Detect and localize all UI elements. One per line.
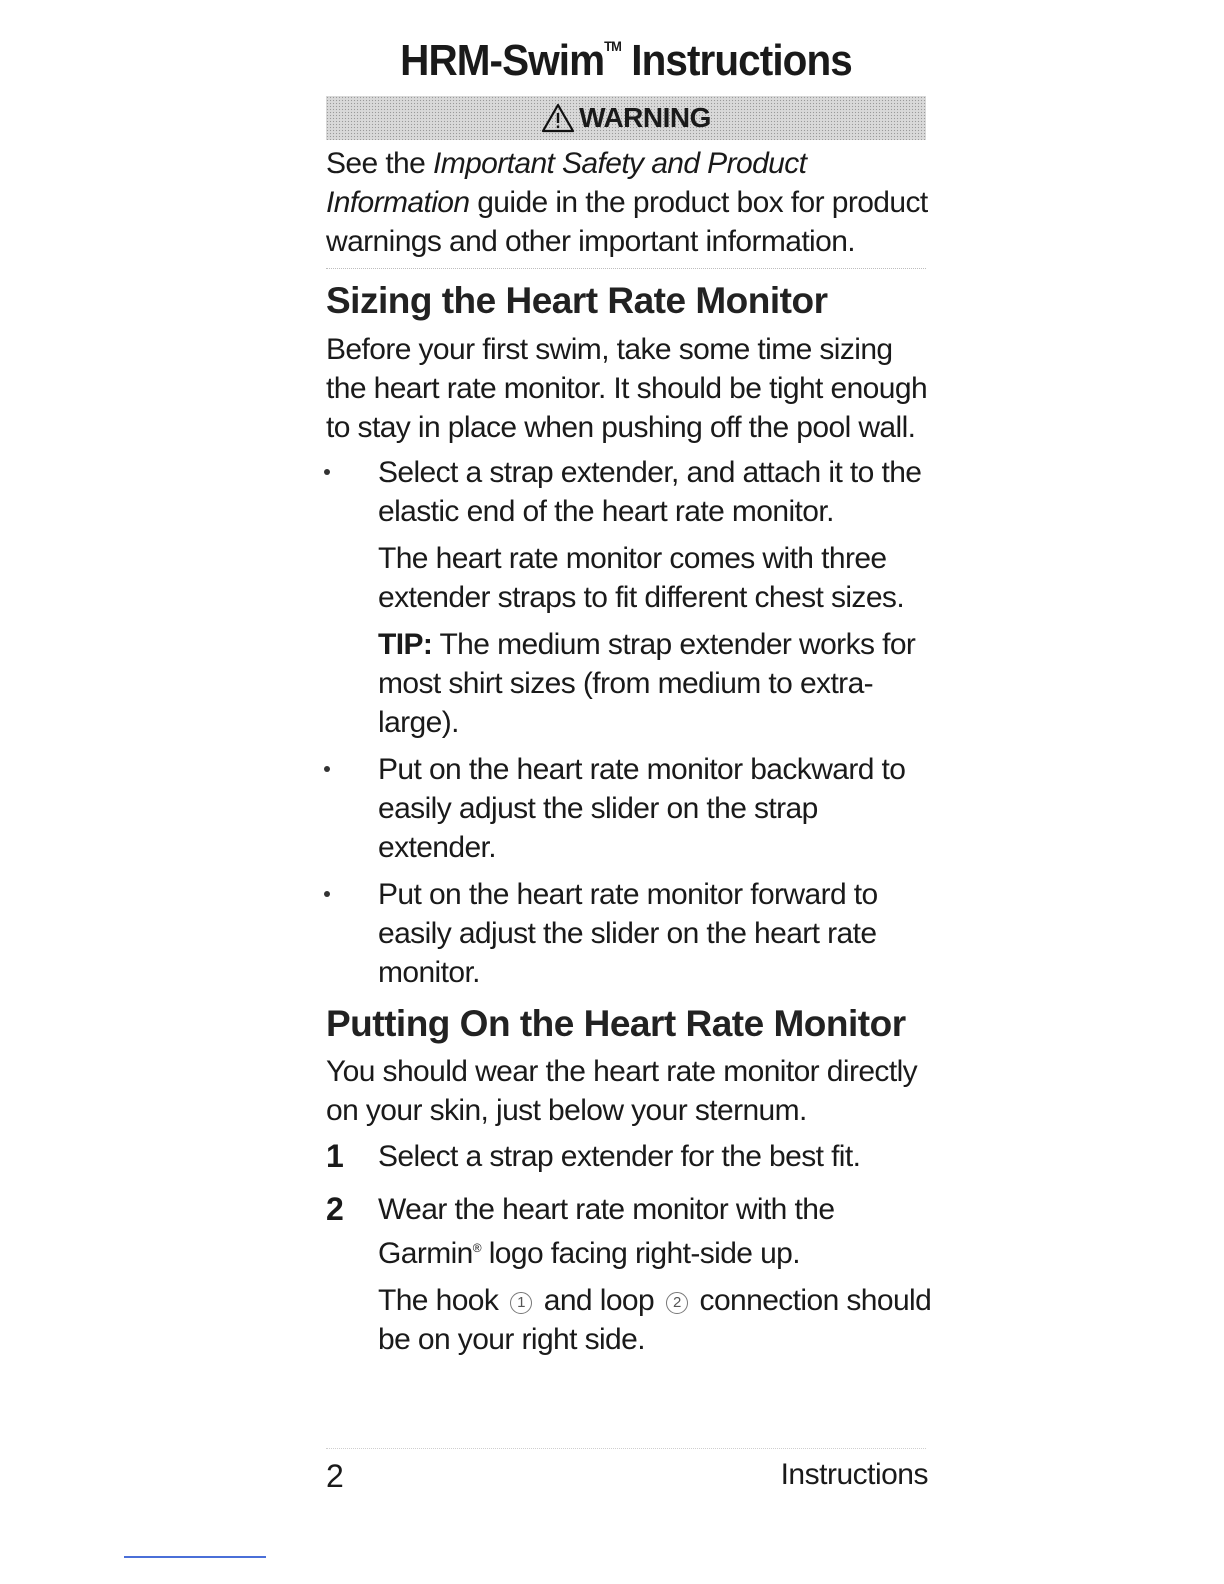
callout-1-icon: 1 <box>510 1292 532 1314</box>
bullet-text: Select a strap extender, and attach it to the elastic end of the heart rate monitor. <box>378 456 922 528</box>
putting-on-intro: You should wear the heart rate monitor directly on your skin, just below your sternum. <box>326 1055 918 1127</box>
sizing-intro: Before your first swim, take some time sizing the heart rate monitor. It should be tight enough to stay in place when pushing off the pool wall. <box>326 333 928 444</box>
title-rest: Instructions <box>620 36 852 85</box>
bullet-icon <box>324 766 330 772</box>
tip-note <box>378 625 938 742</box>
putting-on-heading: Putting On the Heart Rate Monitor <box>326 1003 906 1044</box>
step-note-part: The hook <box>378 1284 507 1317</box>
sizing-heading: Sizing the Heart Rate Monitor <box>326 280 828 321</box>
warning-text-start: See the <box>326 147 433 180</box>
warning-triangle-icon <box>541 103 575 133</box>
step-number: 1 <box>326 1138 344 1174</box>
step-note <box>378 1281 938 1359</box>
step-text: Select a strap extender for the best fit. <box>378 1140 861 1173</box>
safety-guide-title: Important Safety and Product Information <box>326 147 807 219</box>
footer-divider <box>326 1448 926 1449</box>
bullet-icon <box>324 891 330 897</box>
callout-2-icon: 2 <box>666 1292 688 1314</box>
trademark-symbol: TM <box>604 38 621 55</box>
step-text-end: logo facing right-side up. <box>481 1237 801 1270</box>
tip-label: TIP: <box>378 628 433 661</box>
registered-symbol: ® <box>472 1241 481 1255</box>
warning-text <box>326 144 936 261</box>
footer-section-label: Instructions <box>780 1458 928 1491</box>
bullet-text: Put on the heart rate monitor backward to easily adjust the slider on the strap extender. <box>378 753 906 864</box>
warning-banner <box>326 96 926 140</box>
step-text <box>378 1190 938 1273</box>
scan-edge-line <box>124 1556 266 1558</box>
step-note-part: and loop <box>536 1284 662 1317</box>
step-text-start: Wear the heart rate monitor with the Garmin <box>378 1193 835 1270</box>
step-note-part: connection should be on your right side. <box>378 1284 932 1356</box>
tip-text: The medium strap extender works for most shirt sizes (from medium to extra-large). <box>378 628 916 739</box>
bullet-note: The heart rate monitor comes with three extender straps to fit different chest sizes. <box>378 542 905 614</box>
page-number: 2 <box>326 1458 344 1494</box>
section-divider <box>326 268 926 269</box>
warning-label: WARNING <box>579 102 711 133</box>
warning-text-end: guide in the product box for product warnings and other important information. <box>326 186 928 258</box>
step-number: 2 <box>326 1191 344 1227</box>
bullet-icon <box>324 469 330 475</box>
title-main: HRM-Swim <box>400 36 605 85</box>
bullet-text: Put on the heart rate monitor forward to easily adjust the slider on the heart rate monitor. <box>378 878 878 989</box>
page-title <box>350 36 902 86</box>
